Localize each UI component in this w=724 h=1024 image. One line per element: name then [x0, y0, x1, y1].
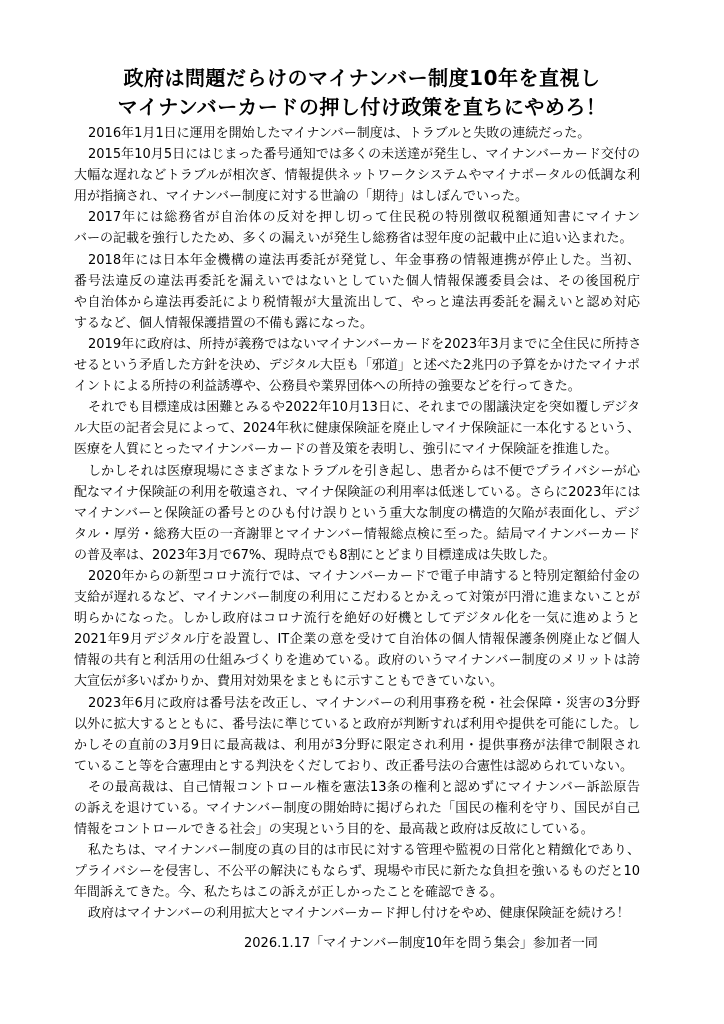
paragraph-line: するなど、個人情報保護措置の不備も露になった。	[74, 315, 374, 331]
paragraph-line: 私たちは、マイナンバー制度の真の目的は市民に対する管理や監視の日常化と精緻化であり、	[88, 843, 640, 859]
paragraph	[74, 840, 640, 903]
paragraph-line: 医療を人質にとったマイナンバーカードの普及策を表明し、強引にマイナ保険証を推進した。	[74, 442, 618, 458]
paragraph-line: 番号法違反の違法再委託を漏えいではないとしていた個人情報保護委員会は、その後国税庁	[74, 273, 640, 289]
paragraph	[74, 334, 640, 397]
document-title-line-2: マイナンバーカードの押し付け政策を直ちにやめろ！	[117, 95, 607, 119]
paragraph-line: せるという矛盾した方針を決め、デジタル大臣も「邪道」と述べた2兆円の予算をかけたマイナポ	[74, 358, 640, 374]
paragraph-line: 情報をコントロールできる社会」の実現という目的を、最高裁と政府は反故にしている。	[74, 822, 594, 838]
paragraph-line: 支給が遅れるなど、マイナンバー制度の利用にこだわるとかえって対策が円滑に進まないことが	[74, 590, 640, 606]
paragraph-line: や自治体から違法再委託により税情報が大量流出して、やっと違法再委託を漏えいと認め対応	[74, 294, 640, 310]
paragraph	[74, 207, 640, 249]
paragraph	[74, 144, 640, 207]
paragraph	[74, 903, 640, 924]
paragraph-line: プライバシーを侵害し、不公平の解決にもならず、現場や市民に新たな負担を強いるものだと10	[74, 864, 640, 880]
paragraph	[74, 397, 640, 460]
signature: 2026.1.17「マイナンバー制度10年を問う集会」参加者一同	[244, 936, 598, 951]
document-title-line-1: 政府は問題だらけのマイナンバー制度10年を直視し	[123, 66, 601, 90]
paragraph-line: イントによる所持の利益誘導や、公務員や業界団体への所持の強要などを行ってきた。	[74, 379, 581, 395]
paragraph-line: マイナンバーと保険証の番号とのひも付け誤りという重大な制度の構造的欠陥が表面化し、デジ	[74, 505, 640, 521]
paragraph-line: ル大臣の記者会見によって、2024年秋に健康保険証を廃止しマイナ保険証に一本化するという、	[74, 421, 640, 437]
paragraph-line: バーの記載を強行したため、多くの漏えいが発生し総務省は翌年度の記載中止に追い込まれた。	[74, 231, 633, 247]
paragraph	[74, 250, 640, 334]
paragraph-line: 大幅な遅れなどトラブルが相次ぎ、情報提供ネットワークシステムやマイナポータルの低調な利	[74, 168, 640, 184]
paragraph-line: 2017年には総務省が自治体の反対を押し切って住民税の特別徴収税額通知書にマイナン	[88, 210, 640, 226]
paragraph-line: 政府はマイナンバーの利用拡大とマイナンバーカード押し付けをやめ、健康保険証を続けろ！	[88, 906, 630, 922]
paragraph-line: 大宣伝が多いばかりか、費用対効果をまともに示すこともできていない。	[74, 674, 504, 690]
paragraph-line: 2016年1月1日に運用を開始したマイナンバー制度は、トラブルと失敗の連続だった。	[88, 126, 591, 141]
paragraph	[74, 566, 640, 693]
document-body	[74, 123, 640, 925]
paragraph-line: それでも目標達成は困難とみるや2022年10月13日に、それまでの閣議決定を突如覆しデジタ	[88, 400, 640, 416]
paragraph-line: 2015年10月5日にはじまった番号通知では多くの未送達が発生し、マイナンバーカード交付の	[88, 147, 640, 163]
paragraph-line: 2019年に政府は、所持が義務ではないマイナンバーカードを2023年3月までに全住民に所持さ	[88, 336, 642, 352]
paragraph-line: 情報の共有と利活用の仕組みづくりを進めている。政府のいうマイナンバー制度のメリットは誇	[74, 653, 640, 669]
paragraph-line: タル・厚労・総務大臣の一斉謝罪とマイナンバー情報総点検に至った。結局マイナンバーカード	[74, 526, 640, 542]
paragraph-line: 2023年6月に政府は番号法を改正し、マイナンバーの利用事務を税・社会保障・災害の3分野	[88, 695, 640, 711]
paragraph-line: その最高裁は、自己情報コントロール権を憲法13条の権利と認めずにマイナンバー訴訟原告	[88, 779, 640, 795]
paragraph-line: の訴えを退けている。マイナンバー制度の開始時に掲げられた「国民の権利を守り、国民が自己	[74, 801, 640, 816]
paragraph-line: 年間訴えてきた。今、私たちはこの訴えが正しかったことを確認できる。	[74, 885, 504, 901]
paragraph	[74, 777, 640, 840]
paragraph-line: かしその直前の3月9日に最高裁は、利用が3分野に限定され利用・提供事務が法律で制限され	[74, 737, 640, 753]
paragraph	[74, 123, 640, 144]
paragraph-line: ていること等を合憲理由とする判決をくだしており、改正番号法の合憲性は認められていない。	[74, 758, 634, 774]
paragraph-line: 2021年9月デジタル庁を設置し、IT企業の意を受けて自治体の個人情報保護条例廃止など個人	[74, 632, 640, 648]
paragraph-line: 2020年からの新型コロナ流行では、マイナンバーカードで電子申請すると特別定額給付金の	[88, 568, 640, 584]
paragraph-line: 2018年には日本年金機構の違法再委託が発覚し、年金事務の情報連携が停止した。当初、	[88, 252, 640, 268]
paragraph-line: の普及率は、2023年3月で67%、現時点でも8割にとどまり目標達成は失敗した。	[74, 547, 556, 563]
paragraph-line: 配なマイナ保険証の利用を敬遠され、マイナ保険証の利用率は低迷している。さらに2023年には	[74, 484, 641, 500]
paragraph-line: 以外に拡大するとともに、番号法に準じていると政府が判断すれば利用や提供を可能にした。し	[74, 716, 640, 732]
paragraph	[74, 693, 640, 777]
paragraph-line: しかしそれは医療現場にさまざまなトラブルを引き起し、患者からは不便でプライバシーが心	[88, 463, 640, 479]
paragraph	[74, 461, 640, 566]
paragraph-line: 用が指摘され、マイナンバー制度に対する世論の「期待」はしぼんでいった。	[74, 189, 528, 205]
paragraph-line: 明らかになった。しかし政府はコロナ流行を絶好の好機としてデジタル化を一気に進めようと	[74, 611, 640, 627]
